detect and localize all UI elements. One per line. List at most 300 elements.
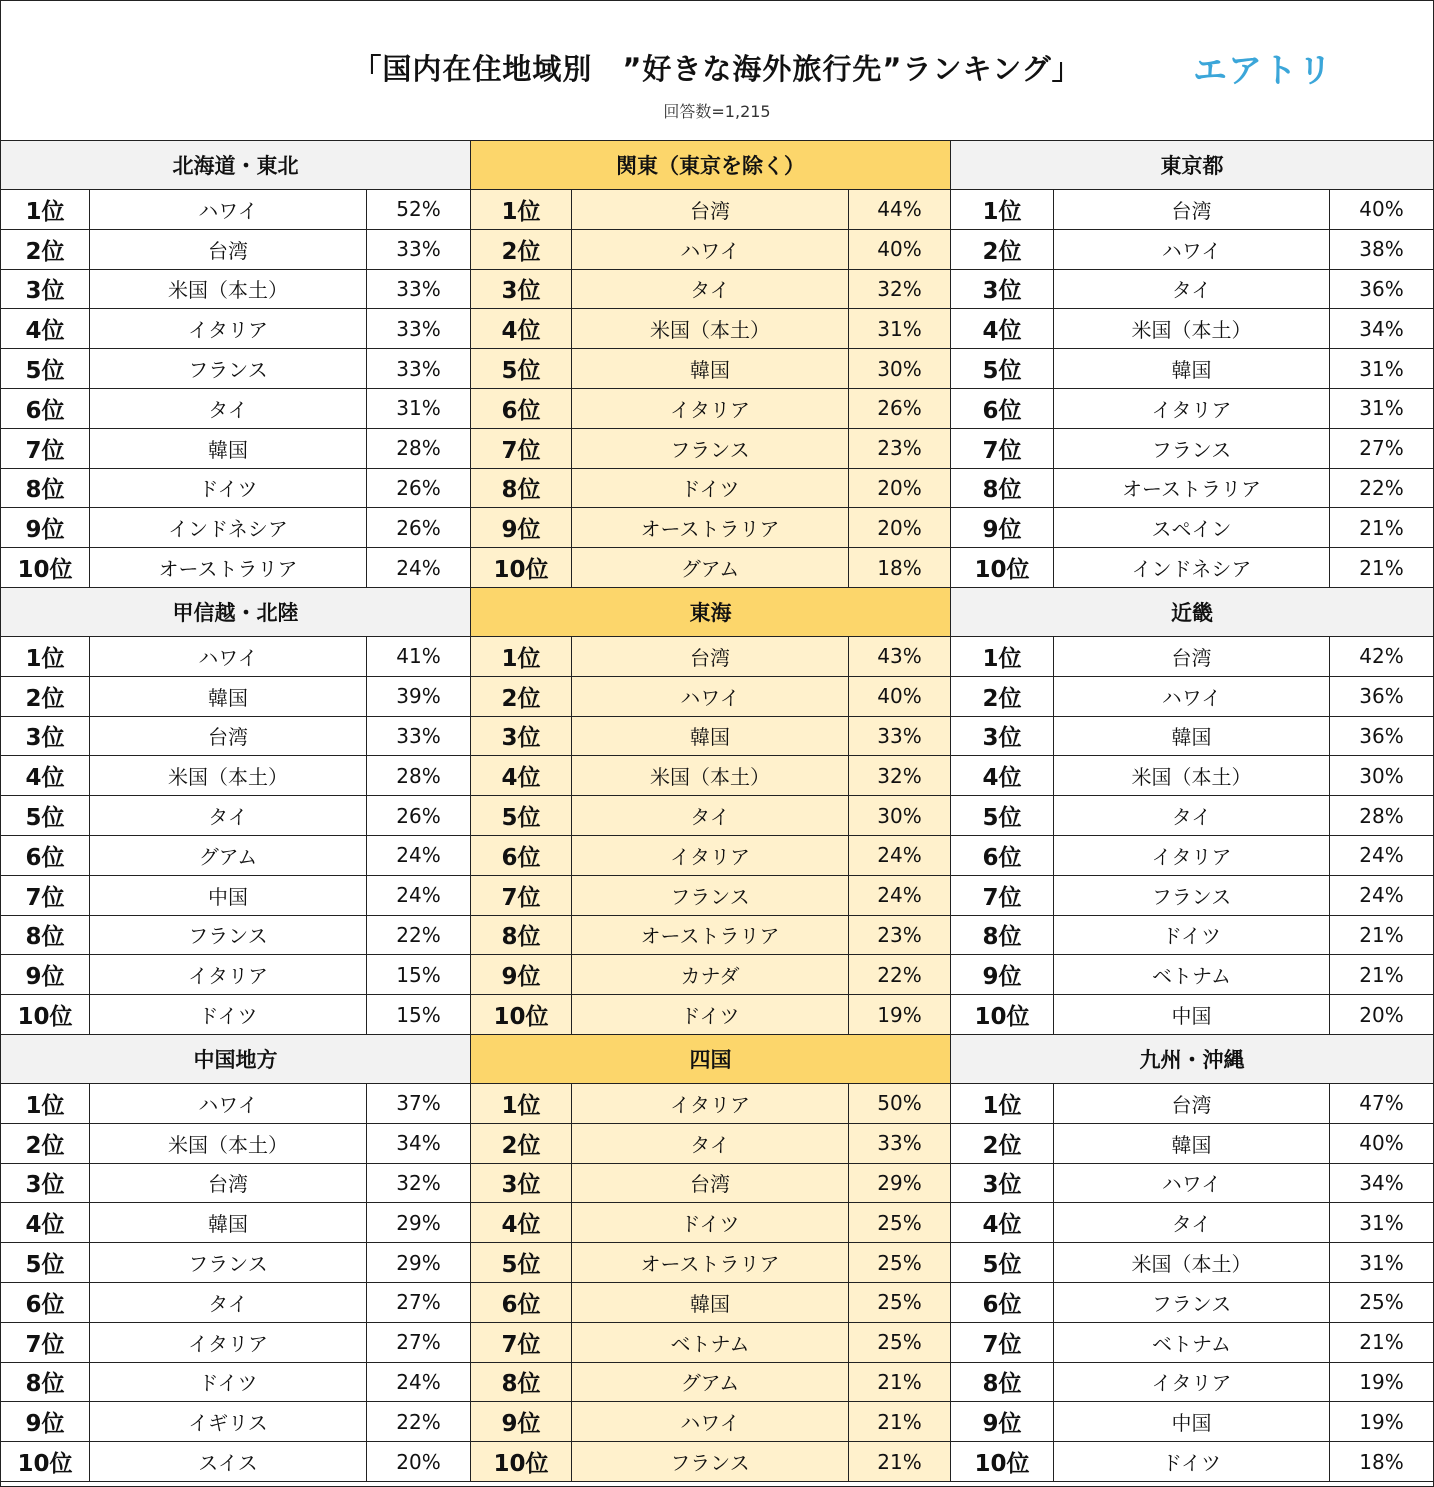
ranking-row: [1, 1402, 470, 1442]
destination-name: タイ: [1054, 1203, 1330, 1242]
percentage-value: 34%: [1359, 1170, 1404, 1195]
rank-label: 2位: [951, 677, 1054, 716]
rank-label: 4位: [1, 756, 90, 795]
destination-name: インドネシア: [90, 508, 367, 547]
rank-label: 7位: [1, 876, 90, 915]
ranking-row: [951, 876, 1433, 916]
rank-label: 10位: [1, 1442, 90, 1481]
ranking-row: [951, 677, 1433, 717]
percentage-value: 31%: [1359, 1210, 1404, 1235]
region-header: 東京都: [951, 141, 1433, 190]
destination-name: 韓国: [572, 349, 849, 388]
ranking-row: [1, 389, 470, 429]
rank-label: 5位: [1, 349, 90, 388]
ranking-row: [470, 1363, 951, 1403]
ranking-row: [470, 1283, 951, 1323]
rank-label: 9位: [471, 508, 572, 547]
ranking-row: [470, 548, 951, 588]
ranking-row: [1, 1203, 470, 1243]
percentage-value: 33%: [396, 276, 441, 301]
rank-label: 1位: [1, 637, 90, 676]
destination-name: イタリア: [1054, 389, 1330, 428]
percentage-value: 24%: [396, 883, 441, 908]
percentage-value: 24%: [1359, 883, 1404, 908]
rank-label: 6位: [1, 1283, 90, 1322]
rank-label: 8位: [471, 1363, 572, 1402]
destination-name: 台湾: [1054, 190, 1330, 229]
rank-label: 8位: [951, 1363, 1054, 1402]
destination-name: イギリス: [90, 1402, 367, 1441]
percentage-value: 19%: [1359, 1409, 1404, 1434]
destination-name: イタリア: [90, 955, 367, 994]
percentage-value: 33%: [396, 356, 441, 381]
percentage-value: 31%: [877, 316, 922, 341]
percentage-value: 25%: [877, 1290, 922, 1315]
percentage-value: 40%: [1359, 197, 1404, 222]
destination-name: ハワイ: [90, 637, 367, 676]
ranking-row: [470, 1323, 951, 1363]
rank-label: 6位: [951, 1283, 1054, 1322]
rank-label: 4位: [951, 309, 1054, 348]
percentage-value: 25%: [877, 1250, 922, 1275]
rank-label: 4位: [951, 756, 1054, 795]
rank-label: 4位: [471, 309, 572, 348]
destination-name: タイ: [90, 796, 367, 835]
region-block: [470, 588, 951, 1035]
rank-label: 7位: [471, 1323, 572, 1362]
rank-label: 8位: [1, 1363, 90, 1402]
ranking-row: [470, 309, 951, 349]
rank-label: 6位: [471, 836, 572, 875]
rank-label: 4位: [1, 309, 90, 348]
percentage-value: 32%: [396, 1170, 441, 1195]
destination-name: フランス: [1054, 429, 1330, 468]
destination-name: フランス: [1054, 1283, 1330, 1322]
destination-name: イタリア: [90, 309, 367, 348]
ranking-row: [951, 349, 1433, 389]
region-header: 関東（東京を除く）: [470, 141, 951, 190]
destination-name: ドイツ: [90, 469, 367, 508]
rank-label: 8位: [1, 469, 90, 508]
percentage-value: 24%: [877, 843, 922, 868]
destination-name: タイ: [572, 1124, 849, 1163]
destination-name: 中国: [90, 876, 367, 915]
ranking-row: [470, 270, 951, 310]
ranking-row: [470, 756, 951, 796]
percentage-value: 42%: [1359, 644, 1404, 669]
destination-name: 中国: [1054, 1402, 1330, 1441]
destination-name: グアム: [90, 836, 367, 875]
percentage-value: 31%: [1359, 396, 1404, 421]
ranking-row: [1, 1084, 470, 1124]
destination-name: 台湾: [90, 1164, 367, 1203]
rank-label: 9位: [951, 955, 1054, 994]
percentage-value: 33%: [396, 723, 441, 748]
destination-name: タイ: [1054, 270, 1330, 309]
rank-label: 10位: [951, 1442, 1054, 1481]
percentage-value: 20%: [877, 475, 922, 500]
rank-label: 3位: [471, 270, 572, 309]
destination-name: フランス: [90, 916, 367, 955]
ranking-row: [951, 389, 1433, 429]
destination-name: フランス: [90, 1243, 367, 1282]
ranking-row: [470, 1402, 951, 1442]
ranking-row: [951, 1243, 1433, 1283]
ranking-row: [951, 1283, 1433, 1323]
rank-label: 1位: [1, 1084, 90, 1123]
percentage-value: 23%: [877, 922, 922, 947]
percentage-value: 32%: [877, 276, 922, 301]
rank-label: 1位: [471, 190, 572, 229]
destination-name: 韓国: [90, 677, 367, 716]
percentage-value: 30%: [877, 356, 922, 381]
ranking-row: [951, 469, 1433, 509]
destination-name: 米国（本土）: [1054, 1243, 1330, 1282]
ranking-row: [470, 349, 951, 389]
rank-label: 7位: [471, 876, 572, 915]
region-block: [951, 141, 1433, 588]
ranking-row: [1, 637, 470, 677]
percentage-value: 33%: [877, 1131, 922, 1156]
ranking-row: [470, 876, 951, 916]
destination-name: ドイツ: [572, 995, 849, 1034]
percentage-value: 25%: [877, 1330, 922, 1355]
region-block: [951, 1035, 1433, 1482]
destination-name: フランス: [90, 349, 367, 388]
rank-label: 3位: [951, 717, 1054, 756]
rank-label: 6位: [471, 389, 572, 428]
percentage-value: 21%: [1359, 555, 1404, 580]
ranking-row: [1, 717, 470, 757]
ranking-row: [470, 469, 951, 509]
ranking-row: [470, 190, 951, 230]
rank-label: 6位: [471, 1283, 572, 1322]
destination-name: オーストラリア: [1054, 469, 1330, 508]
destination-name: カナダ: [572, 955, 849, 994]
ranking-row: [951, 637, 1433, 677]
ranking-row: [1, 1243, 470, 1283]
destination-name: ベトナム: [1054, 1323, 1330, 1362]
percentage-value: 22%: [396, 922, 441, 947]
rank-label: 1位: [1, 190, 90, 229]
ranking-row: [1, 955, 470, 995]
region-block: [1, 1035, 470, 1482]
rank-label: 6位: [1, 389, 90, 428]
ranking-row: [470, 637, 951, 677]
ranking-row: [470, 429, 951, 469]
percentage-value: 47%: [1359, 1091, 1404, 1116]
rank-label: 4位: [951, 1203, 1054, 1242]
destination-name: グアム: [572, 1363, 849, 1402]
percentage-value: 40%: [877, 237, 922, 262]
percentage-value: 34%: [396, 1131, 441, 1156]
rank-label: 7位: [1, 1323, 90, 1362]
ranking-row: [951, 836, 1433, 876]
destination-name: 韓国: [572, 717, 849, 756]
rank-label: 3位: [1, 1164, 90, 1203]
region-header: 東海: [470, 588, 951, 637]
destination-name: イタリア: [572, 389, 849, 428]
ranking-row: [1, 508, 470, 548]
ranking-row: [951, 508, 1433, 548]
region-row: [1, 141, 1433, 588]
percentage-value: 26%: [396, 515, 441, 540]
rank-label: 1位: [951, 190, 1054, 229]
rank-label: 8位: [951, 916, 1054, 955]
percentage-value: 20%: [877, 515, 922, 540]
percentage-value: 33%: [396, 237, 441, 262]
ranking-row: [1, 230, 470, 270]
percentage-value: 26%: [396, 475, 441, 500]
rank-label: 2位: [1, 1124, 90, 1163]
rank-label: 1位: [471, 637, 572, 676]
destination-name: オーストラリア: [572, 916, 849, 955]
ranking-row: [951, 1164, 1433, 1204]
percentage-value: 28%: [396, 763, 441, 788]
region-header: 九州・沖縄: [951, 1035, 1433, 1084]
ranking-row: [470, 995, 951, 1035]
rank-label: 5位: [951, 349, 1054, 388]
destination-name: フランス: [572, 1442, 849, 1481]
ranking-row: [951, 1402, 1433, 1442]
ranking-row: [951, 955, 1433, 995]
destination-name: 韓国: [90, 429, 367, 468]
percentage-value: 21%: [1359, 1330, 1404, 1355]
ranking-row: [951, 1363, 1433, 1403]
percentage-value: 37%: [396, 1091, 441, 1116]
destination-name: 米国（本土）: [1054, 756, 1330, 795]
ranking-row: [1, 270, 470, 310]
ranking-row: [951, 1442, 1433, 1482]
percentage-value: 36%: [1359, 723, 1404, 748]
percentage-value: 31%: [1359, 1250, 1404, 1275]
rank-label: 9位: [471, 1402, 572, 1441]
ranking-row: [1, 469, 470, 509]
percentage-value: 33%: [877, 723, 922, 748]
destination-name: 中国: [1054, 995, 1330, 1034]
destination-name: 台湾: [572, 637, 849, 676]
rank-label: 9位: [1, 1402, 90, 1441]
rank-label: 5位: [1, 1243, 90, 1282]
page-title: 「国内在住地域別 ”好きな海外旅行先”ランキング」: [352, 52, 1082, 86]
region-header: 甲信越・北陸: [1, 588, 470, 637]
rank-label: 7位: [951, 876, 1054, 915]
ranking-row: [951, 717, 1433, 757]
region-block: [1, 588, 470, 1035]
percentage-value: 29%: [877, 1170, 922, 1195]
percentage-value: 41%: [396, 644, 441, 669]
ranking-row: [951, 756, 1433, 796]
percentage-value: 22%: [1359, 475, 1404, 500]
ranking-row: [951, 270, 1433, 310]
ranking-row: [470, 677, 951, 717]
percentage-value: 21%: [1359, 922, 1404, 947]
destination-name: ドイツ: [572, 469, 849, 508]
destination-name: グアム: [572, 548, 849, 587]
percentage-value: 52%: [396, 197, 441, 222]
rank-label: 6位: [951, 389, 1054, 428]
ranking-row: [1, 916, 470, 956]
destination-name: 米国（本土）: [1054, 309, 1330, 348]
percentage-value: 27%: [396, 1330, 441, 1355]
percentage-value: 29%: [396, 1210, 441, 1235]
destination-name: オーストラリア: [572, 508, 849, 547]
rank-label: 5位: [951, 1243, 1054, 1282]
rank-label: 9位: [471, 955, 572, 994]
percentage-value: 24%: [396, 843, 441, 868]
destination-name: タイ: [90, 1283, 367, 1322]
rank-label: 10位: [471, 995, 572, 1034]
ranking-row: [470, 508, 951, 548]
destination-name: ベトナム: [572, 1323, 849, 1362]
rank-label: 2位: [471, 1124, 572, 1163]
ranking-row: [470, 955, 951, 995]
destination-name: 米国（本土）: [90, 1124, 367, 1163]
region-block: [470, 1035, 951, 1482]
destination-name: フランス: [572, 876, 849, 915]
destination-name: オーストラリア: [90, 548, 367, 587]
rank-label: 2位: [951, 1124, 1054, 1163]
rank-label: 8位: [471, 469, 572, 508]
destination-name: 米国（本土）: [572, 756, 849, 795]
percentage-value: 19%: [877, 1002, 922, 1027]
region-block: [1, 141, 470, 588]
ranking-row: [951, 429, 1433, 469]
percentage-value: 29%: [396, 1250, 441, 1275]
rank-label: 7位: [1, 429, 90, 468]
rank-label: 2位: [1, 230, 90, 269]
rank-label: 2位: [471, 230, 572, 269]
destination-name: ドイツ: [1054, 1442, 1330, 1481]
rank-label: 3位: [1, 717, 90, 756]
percentage-value: 31%: [396, 396, 441, 421]
destination-name: ハワイ: [90, 190, 367, 229]
ranking-row: [951, 995, 1433, 1035]
rank-label: 2位: [1, 677, 90, 716]
destination-name: ドイツ: [572, 1203, 849, 1242]
percentage-value: 44%: [877, 197, 922, 222]
rank-label: 5位: [471, 796, 572, 835]
rank-label: 4位: [471, 756, 572, 795]
destination-name: フランス: [572, 429, 849, 468]
ranking-row: [1, 836, 470, 876]
ranking-row: [951, 1323, 1433, 1363]
rank-label: 10位: [951, 995, 1054, 1034]
ranking-row: [470, 1243, 951, 1283]
destination-name: 韓国: [90, 1203, 367, 1242]
destination-name: イタリア: [572, 1084, 849, 1123]
percentage-value: 21%: [877, 1409, 922, 1434]
ranking-row: [470, 717, 951, 757]
rank-label: 4位: [1, 1203, 90, 1242]
ranking-row: [951, 796, 1433, 836]
percentage-value: 26%: [396, 803, 441, 828]
destination-name: ドイツ: [90, 995, 367, 1034]
ranking-row: [1, 677, 470, 717]
region-block: [470, 141, 951, 588]
rank-label: 5位: [951, 796, 1054, 835]
rank-label: 8位: [471, 916, 572, 955]
rank-label: 5位: [471, 349, 572, 388]
ranking-row: [470, 1203, 951, 1243]
destination-name: 韓国: [1054, 717, 1330, 756]
ranking-row: [1, 429, 470, 469]
destination-name: ハワイ: [572, 1402, 849, 1441]
rank-label: 3位: [951, 1164, 1054, 1203]
percentage-value: 15%: [396, 1002, 441, 1027]
rank-label: 10位: [951, 548, 1054, 587]
region-block: [951, 588, 1433, 1035]
ranking-row: [1, 349, 470, 389]
ranking-row: [1, 995, 470, 1035]
ranking-row: [951, 230, 1433, 270]
destination-name: イタリア: [1054, 836, 1330, 875]
region-header: 北海道・東北: [1, 141, 470, 190]
ranking-row: [470, 1442, 951, 1482]
ranking-row: [951, 916, 1433, 956]
percentage-value: 18%: [1359, 1449, 1404, 1474]
rank-label: 3位: [471, 1164, 572, 1203]
rank-label: 3位: [1, 270, 90, 309]
ranking-row: [1, 756, 470, 796]
ranking-row: [1, 190, 470, 230]
destination-name: スペイン: [1054, 508, 1330, 547]
destination-name: 台湾: [572, 190, 849, 229]
ranking-row: [951, 190, 1433, 230]
ranking-row: [951, 548, 1433, 588]
rank-label: 7位: [951, 1323, 1054, 1362]
ranking-row: [1, 796, 470, 836]
destination-name: ハワイ: [1054, 1164, 1330, 1203]
ranking-row: [1, 1283, 470, 1323]
destination-name: タイ: [1054, 796, 1330, 835]
ranking-row: [1, 1442, 470, 1482]
percentage-value: 20%: [396, 1449, 441, 1474]
rank-label: 2位: [951, 230, 1054, 269]
percentage-value: 34%: [1359, 316, 1404, 341]
destination-name: 台湾: [1054, 1084, 1330, 1123]
ranking-row: [951, 309, 1433, 349]
rank-label: 5位: [1, 796, 90, 835]
percentage-value: 23%: [877, 436, 922, 461]
destination-name: フランス: [1054, 876, 1330, 915]
percentage-value: 40%: [877, 684, 922, 709]
airtrip-logo: エアトリ: [1193, 51, 1333, 91]
destination-name: 米国（本土）: [90, 756, 367, 795]
destination-name: 台湾: [90, 230, 367, 269]
rank-label: 10位: [1, 548, 90, 587]
destination-name: タイ: [572, 796, 849, 835]
rank-label: 5位: [471, 1243, 572, 1282]
ranking-row: [1, 1323, 470, 1363]
ranking-row: [951, 1203, 1433, 1243]
region-header: 四国: [470, 1035, 951, 1084]
destination-name: イタリア: [90, 1323, 367, 1362]
rank-label: 6位: [1, 836, 90, 875]
destination-name: 米国（本土）: [90, 270, 367, 309]
ranking-row: [470, 1084, 951, 1124]
percentage-value: 27%: [1359, 436, 1404, 461]
region-row: [1, 588, 1433, 1035]
rank-label: 10位: [471, 548, 572, 587]
destination-name: ハワイ: [572, 230, 849, 269]
ranking-row: [1, 1124, 470, 1164]
percentage-value: 24%: [396, 555, 441, 580]
percentage-value: 20%: [1359, 1002, 1404, 1027]
ranking-row: [951, 1084, 1433, 1124]
destination-name: 台湾: [1054, 637, 1330, 676]
region-header: 近畿: [951, 588, 1433, 637]
